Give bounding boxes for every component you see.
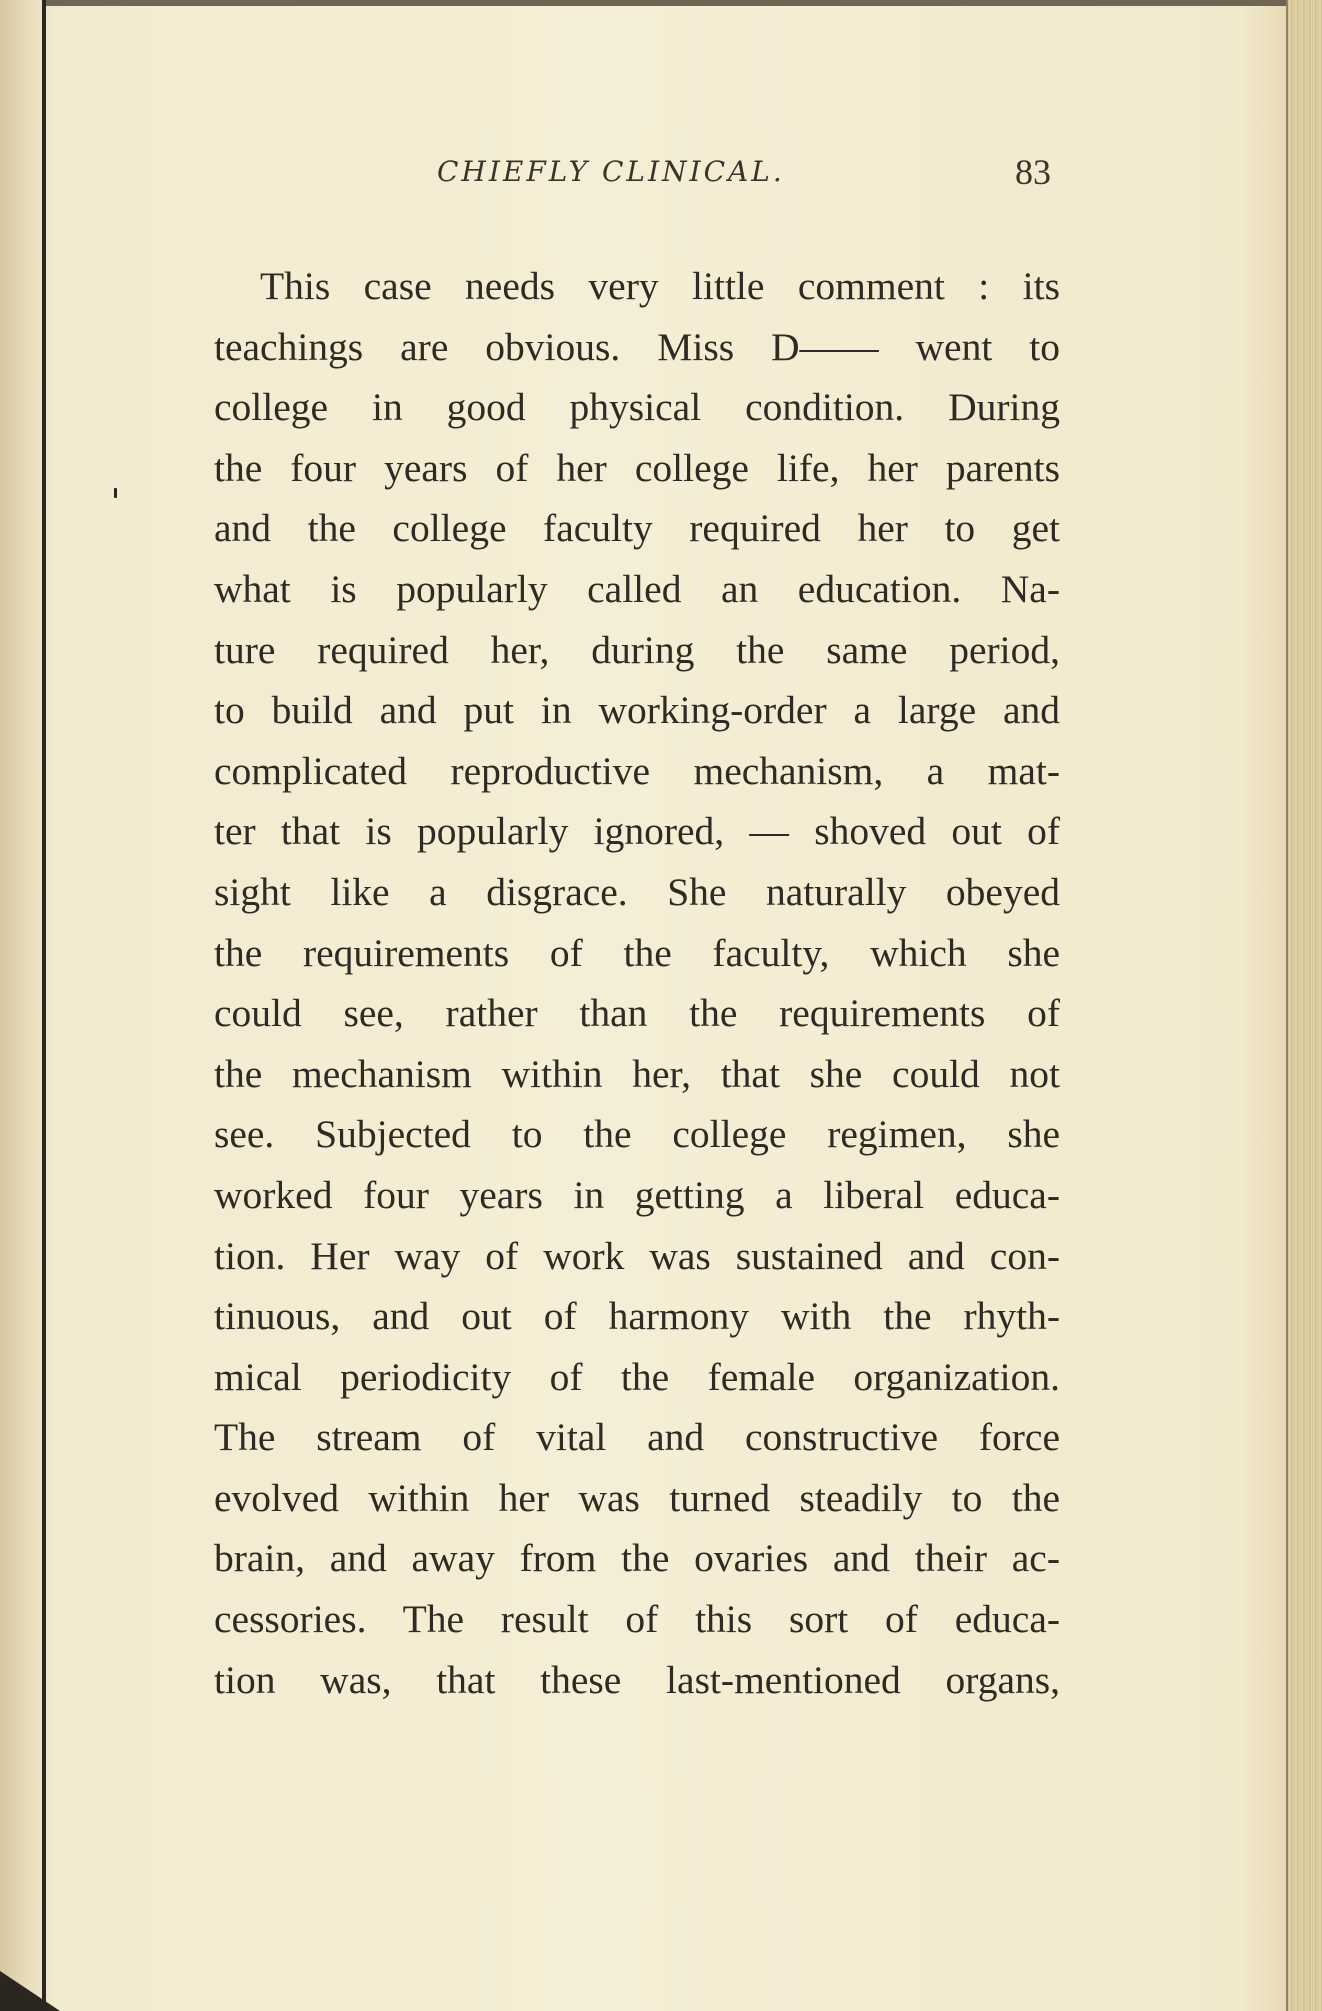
page-fore-edge [1288, 0, 1322, 2011]
text-line: tion was, that these last-mentioned organs, [214, 1657, 1060, 1702]
page-top-edge [46, 0, 1286, 6]
text-line: tinuous, and out of harmony with the rhyth- [214, 1294, 1060, 1339]
text-line: the requirements of the faculty, which she [214, 930, 1060, 975]
text-line: the four years of her college life, her parents [214, 445, 1060, 490]
text-line: mical periodicity of the female organization. [214, 1354, 1060, 1399]
text-line: could see, rather than the requirements of [214, 991, 1060, 1036]
text-line: ture required her, during the same period, [214, 627, 1060, 672]
text-line: evolved within her was turned steadily to the [214, 1475, 1060, 1520]
text-line: tion. Her way of work was sustained and con- [214, 1233, 1060, 1278]
page-header [0, 152, 1322, 215]
body-paragraph [214, 256, 1060, 1710]
binding-edge-line [42, 0, 46, 2011]
text-line: cessories. The result of this sort of educa- [214, 1597, 1060, 1642]
text-line: ter that is popularly ignored, — shoved out of [214, 809, 1060, 854]
text-line: This case needs very little comment : its [260, 264, 1060, 308]
text-line: college in good physical condition. During [214, 385, 1060, 430]
text-line: sight like a disgrace. She naturally obeyed [214, 869, 1060, 914]
text-line: worked four years in getting a liberal educa- [214, 1172, 1060, 1217]
text-line: The stream of vital and constructive force [214, 1415, 1060, 1460]
text-line: see. Subjected to the college regimen, she [214, 1112, 1060, 1157]
text-line: and the college faculty required her to get [214, 506, 1060, 551]
text-line: the mechanism within her, that she could not [214, 1051, 1060, 1096]
running-title: CHIEFLY CLINICAL. [437, 155, 785, 188]
text-line: teachings are obvious. Miss D—— went to [214, 324, 1060, 369]
page-number: 83 [1015, 152, 1051, 192]
binding-gutter [0, 0, 48, 2011]
binding-corner-mark [0, 1971, 60, 2011]
text-line: brain, and away from the ovaries and their ac- [214, 1536, 1060, 1581]
ink-speck [114, 488, 117, 498]
text-line: complicated reproductive mechanism, a mat- [214, 748, 1060, 793]
text-line: to build and put in working-order a large and [214, 688, 1060, 733]
text-line: what is popularly called an education. Na- [214, 566, 1060, 611]
